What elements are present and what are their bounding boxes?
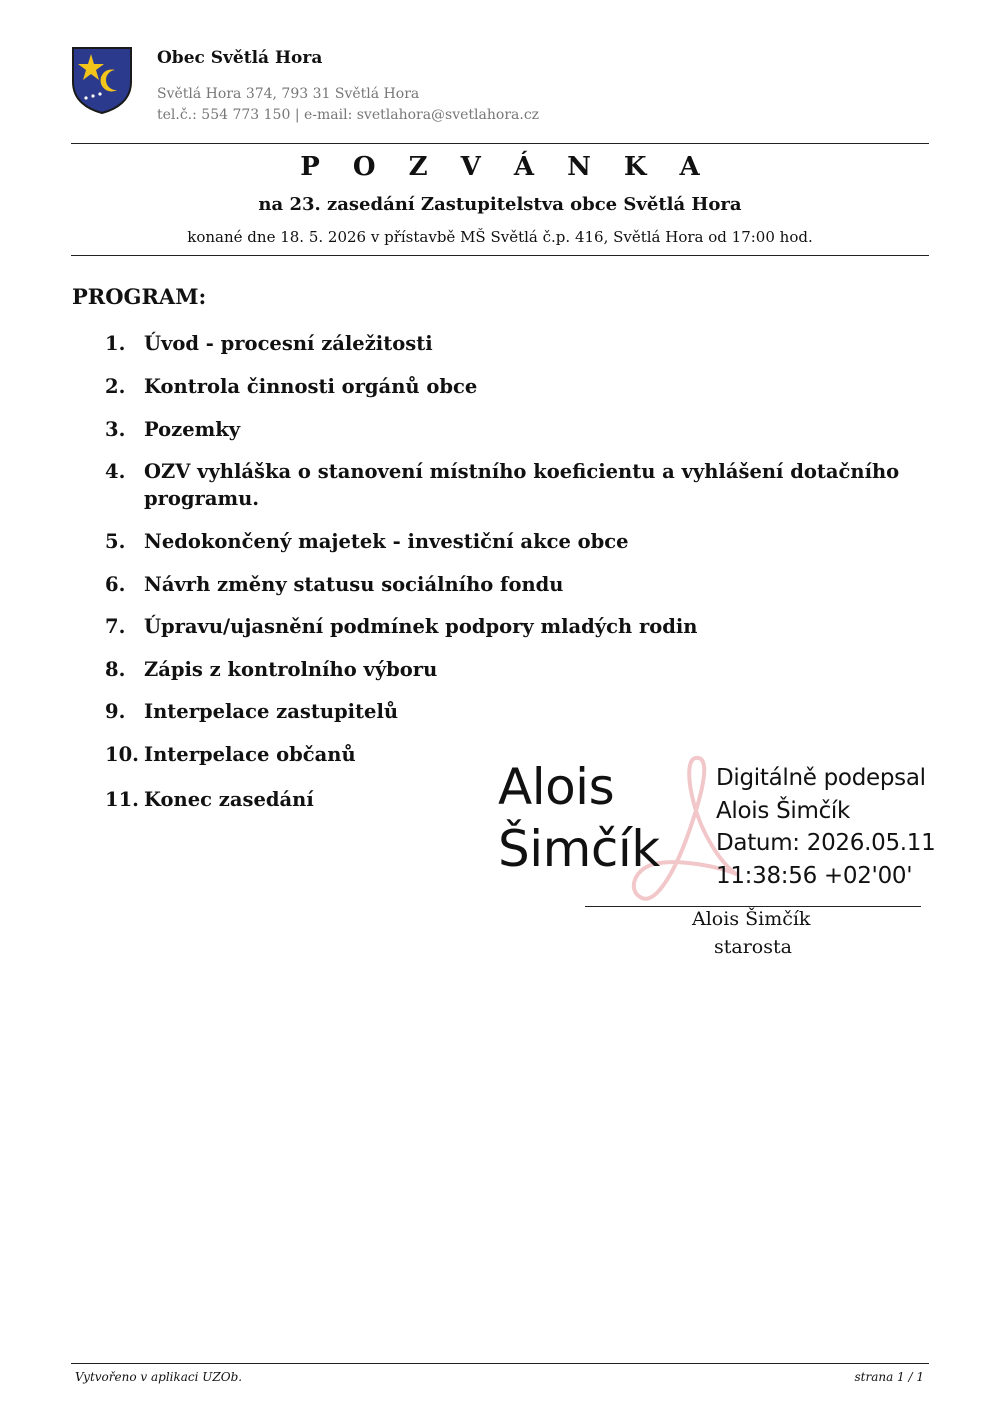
program-item [105, 698, 925, 725]
signature-first-name: Alois [498, 758, 615, 816]
program-item [105, 330, 925, 357]
program-item-number: 11. [105, 788, 139, 811]
footer-created-with: Vytvořeno v aplikaci UZOb. [75, 1370, 243, 1384]
signature-info [716, 762, 935, 892]
title-divider [71, 255, 929, 256]
footer-divider [71, 1363, 929, 1364]
program-item-text: Interpelace zastupitelů [144, 700, 399, 723]
program-item [105, 613, 925, 640]
signer-name: Alois Šimčík [692, 908, 811, 930]
program-item-text: Kontrola činnosti orgánů obce [144, 375, 478, 398]
program-item-text: Zápis z kontrolního výboru [144, 658, 438, 681]
signature-info-time: 11:38:56 +02'00' [716, 862, 913, 889]
footer-page-number: strana 1 / 1 [854, 1370, 924, 1384]
signature-info-name: Alois Šimčík [716, 797, 851, 824]
signature-info-date: Datum: 2026.05.11 [716, 830, 936, 856]
signature-line [585, 906, 921, 907]
program-item-number: 6. [105, 573, 126, 596]
org-address: Světlá Hora 374, 793 31 Světlá Hora [157, 86, 420, 102]
program-heading: PROGRAM: [72, 284, 207, 309]
program-item-text: OZV vyhláška o stanovení místního koeficientu a vyhlášení dotačního programu. [144, 460, 900, 510]
program-item-number: 10. [105, 743, 139, 766]
org-name: Obec Světlá Hora [157, 48, 323, 68]
program-item-text: Interpelace občanů [144, 743, 356, 766]
program-item-number: 7. [105, 615, 126, 638]
document-subtitle: na 23. zasedání Zastupitelstva obce Světlá Hora [258, 194, 742, 215]
program-item [105, 416, 925, 443]
program-item [105, 458, 925, 512]
program-item-text: Nedokončený majetek - investiční akce obce [144, 530, 629, 553]
meeting-details: konané dne 18. 5. 2026 v přístavbě MŠ Světlá č.p. 416, Světlá Hora od 17:00 hod. [187, 228, 813, 246]
org-contact: tel.č.: 554 773 150 | e-mail: svetlahora@svetlahora.cz [157, 107, 540, 123]
program-item-text: Návrh změny statusu sociálního fondu [144, 573, 564, 596]
program-item-number: 2. [105, 375, 126, 398]
signature-info-label: Digitálně podepsal [716, 765, 926, 791]
coat-of-arms-icon [71, 46, 133, 114]
program-item [105, 656, 925, 683]
program-item-number: 8. [105, 658, 126, 681]
signature-name [498, 756, 660, 880]
program-item [105, 571, 925, 598]
program-item-number: 4. [105, 460, 126, 483]
program-item [105, 528, 925, 555]
program-item-number: 1. [105, 332, 126, 355]
header-divider [71, 143, 929, 144]
signer-role: starosta [714, 936, 792, 958]
signature-last-name: Šimčík [498, 820, 660, 878]
program-item-text: Pozemky [144, 418, 241, 441]
program-item-text: Konec zasedání [144, 788, 314, 811]
program-item-number: 5. [105, 530, 126, 553]
program-item-number: 3. [105, 418, 126, 441]
document-title: P O Z V Á N K A [300, 152, 712, 182]
program-item-number: 9. [105, 700, 126, 723]
program-item [105, 373, 925, 400]
program-item-text: Úvod - procesní záležitosti [144, 332, 433, 355]
program-item-text: Úpravu/ujasnění podmínek podpory mladých rodin [144, 615, 698, 638]
